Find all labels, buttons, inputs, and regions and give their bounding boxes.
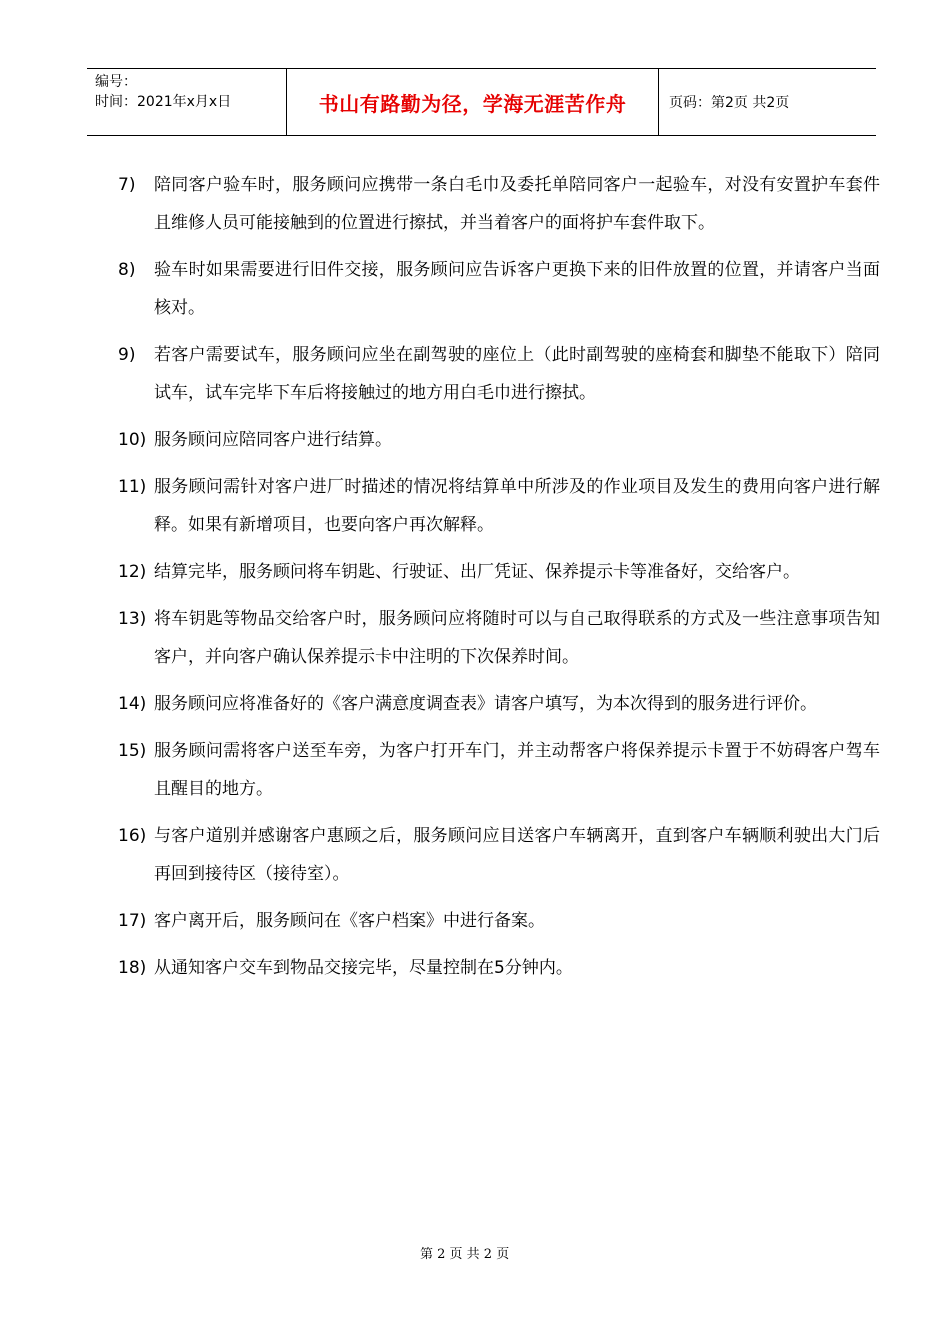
list-item-text: 与客户道别并感谢客户惠顾之后，服务顾问应目送客户车辆离开，直到客户车辆顺利驶出大门后再回到接待区（接待室）。 [154,826,880,884]
list-item [118,251,880,327]
list-item-text: 服务顾问应陪同客户进行结算。 [154,430,392,450]
list-item-number: 18) [118,958,147,978]
list-item-text: 从通知客户交车到物品交接完毕，尽量控制在5分钟内。 [154,958,573,978]
list-item [118,336,880,412]
list-item [118,732,880,808]
list-item-number: 15) [118,741,147,761]
list-item [118,421,880,459]
list-item-number: 16) [118,826,147,846]
list-item-number: 10) [118,430,147,450]
list-item-text: 服务顾问应将准备好的《客户满意度调查表》请客户填写，为本次得到的服务进行评价。 [154,694,817,714]
list-item-number: 7) [118,175,136,195]
page-header [87,68,876,136]
list-item-number: 13) [118,609,147,629]
list-item-number: 8) [118,260,136,280]
page-footer: 第 2 页 共 2 页 [420,1247,510,1262]
list-item [118,817,880,893]
list-item [118,468,880,544]
list-item [118,949,880,987]
time-label: 时间：2021年x月x日 [95,94,232,110]
serial-number-label: 编号： [95,74,137,90]
list-item [118,166,880,242]
header-page-info: 页码：第2页 共2页 [669,95,790,111]
header-meta [87,69,287,135]
list-item-number: 9) [118,345,136,365]
list-item-number: 17) [118,911,147,931]
list-item-text: 若客户需要试车，服务顾问应坐在副驾驶的座位上（此时副驾驶的座椅套和脚垫不能取下）陪同试车，试车完毕下车后将接触过的地方用白毛巾进行擦拭。 [154,345,880,403]
list-item-text: 陪同客户验车时，服务顾问应携带一条白毛巾及委托单陪同客户一起验车，对没有安置护车套件且维修人员可能接触到的位置进行擦拭，并当着客户的面将护车套件取下。 [154,175,880,233]
list-item-text: 服务顾问需针对客户进厂时描述的情况将结算单中所涉及的作业项目及发生的费用向客户进行解释。如果有新增项目，也要向客户再次解释。 [154,477,880,535]
list-item [118,902,880,940]
header-motto: 书山有路勤为径，学海无涯苦作舟 [287,69,659,135]
list-item-text: 结算完毕，服务顾问将车钥匙、行驶证、出厂凭证、保养提示卡等准备好，交给客户。 [154,562,800,582]
list-item-text: 验车时如果需要进行旧件交接，服务顾问应告诉客户更换下来的旧件放置的位置，并请客户当面核对。 [154,260,880,318]
list-item-text: 将车钥匙等物品交给客户时，服务顾问应将随时可以与自己取得联系的方式及一些注意事项告知客户，并向客户确认保养提示卡中注明的下次保养时间。 [154,609,880,667]
list-item-text: 服务顾问需将客户送至车旁，为客户打开车门，并主动帮客户将保养提示卡置于不妨碍客户驾车且醒目的地方。 [154,741,880,799]
list-item-text: 客户离开后，服务顾问在《客户档案》中进行备案。 [154,911,545,931]
list-item [118,600,880,676]
document-body [118,166,880,996]
list-item [118,685,880,723]
list-item-number: 11) [118,477,147,497]
list-item-number: 14) [118,694,147,714]
list-item [118,553,880,591]
list-item-number: 12) [118,562,147,582]
